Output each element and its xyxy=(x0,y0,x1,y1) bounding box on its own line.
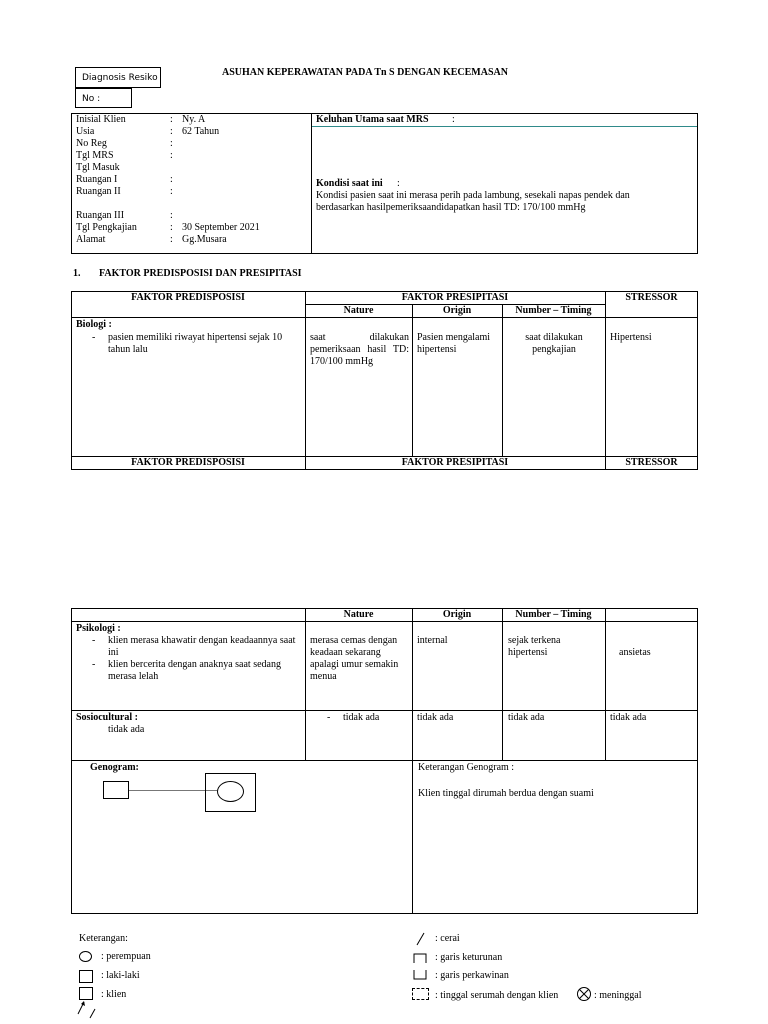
client-info-row xyxy=(76,138,302,150)
client-info-row xyxy=(76,186,302,198)
client-info-value: Gg.Musara xyxy=(182,234,227,245)
female-circle-icon xyxy=(79,951,92,962)
client-info-colon: : xyxy=(170,222,173,233)
legend-laki: : laki-laki xyxy=(101,970,140,981)
t2-psi-stressor: ansietas xyxy=(619,647,651,658)
t1-header-stressor: STRESSOR xyxy=(625,292,678,303)
t2-hline-sosio xyxy=(71,710,698,711)
genogram-label: Genogram: xyxy=(90,762,139,773)
t1-origin: Pasien mengalami hipertensi xyxy=(417,332,491,355)
diagnosis-box xyxy=(75,67,161,88)
document-title: ASUHAN KEPERAWATAN PADA Tn S DENGAN KECEMASAN xyxy=(222,67,508,78)
client-info-label: No Reg xyxy=(76,138,107,149)
t2-sosio-stressor: tidak ada xyxy=(610,712,647,723)
t1-vline-3 xyxy=(502,304,503,456)
legend-serumah: : tinggal serumah dengan klien xyxy=(435,990,559,1001)
kondisi-text: Kondisi pasien saat ini merasa perih pada lambung, sesekali napas pendek dan berdasarkan hasilpemeriksaandidapatkan hasil TD: 170/100 mmHg xyxy=(316,190,630,213)
t2-sosio-timing: tidak ada xyxy=(508,712,545,723)
t1-header-origin: Origin xyxy=(442,305,472,316)
legend-meninggal: : meninggal xyxy=(594,990,642,1001)
client-info-rows xyxy=(76,114,302,246)
client-info-colon: : xyxy=(170,186,173,197)
t1-footer-predisposisi: FAKTOR PREDISPOSISI xyxy=(131,457,245,468)
client-info-value: Ny. A xyxy=(182,114,206,125)
t2-sosio-nature: tidak ada xyxy=(343,712,380,723)
client-info-row xyxy=(76,210,302,222)
t2-sosio-origin: tidak ada xyxy=(417,712,454,723)
client-info-value xyxy=(182,174,302,186)
client-info-colon: : xyxy=(170,126,173,137)
legend-title: Keterangan: xyxy=(79,933,128,944)
biologi-label: Biologi : xyxy=(76,319,112,330)
client-arrow-icon xyxy=(76,1000,100,1020)
t1-header-predisposisi: FAKTOR PREDISPOSISI xyxy=(131,292,245,303)
no-box xyxy=(75,88,132,108)
client-info-value xyxy=(182,150,302,162)
ket-genogram-text: Klien tinggal dirumah berdua dengan suami xyxy=(418,788,594,799)
client-info-colon xyxy=(170,198,182,210)
t2-header-origin: Origin xyxy=(442,609,472,620)
client-square-icon xyxy=(79,987,93,1000)
sosio-text: tidak ada xyxy=(108,724,145,735)
client-info-teal-line xyxy=(312,126,697,127)
genogram-marriage-line xyxy=(129,790,217,791)
client-info-value xyxy=(182,186,302,198)
client-info-colon: : xyxy=(170,138,173,149)
t2-psi-origin: internal xyxy=(417,635,448,646)
t2-psi-nature: merasa cemas dengan keadaan sekarang apalagi umur semakin menua xyxy=(310,635,399,682)
biologi-list xyxy=(87,332,303,356)
client-info-label: Alamat xyxy=(76,234,106,245)
client-info-label: Ruangan III xyxy=(76,210,125,221)
client-info-label: Ruangan I xyxy=(76,174,118,185)
t2-vline-1 xyxy=(305,608,306,760)
t2-vline-4 xyxy=(605,608,606,760)
psikologi-list xyxy=(87,635,303,683)
client-info-value: 30 September 2021 xyxy=(182,222,260,233)
t1-nature: saat dilakukan pemeriksaan hasil TD: 170/100 mmHg xyxy=(310,332,409,367)
section-title: FAKTOR PREDISPOSISI DAN PRESIPITASI xyxy=(99,268,302,279)
psikologi-label: Psikologi : xyxy=(76,623,121,634)
client-info-label: Usia xyxy=(76,126,95,137)
client-info-row xyxy=(76,114,302,126)
client-info-colon: : xyxy=(170,150,173,161)
client-info-value xyxy=(182,138,302,150)
divorce-slash-icon xyxy=(415,932,427,946)
client-info-label: Inisial Klien xyxy=(76,114,126,125)
kondisi-colon: : xyxy=(397,178,400,189)
legend-keturunan: : garis keturunan xyxy=(435,952,503,963)
list-item: - pasien memiliki riwayat hipertensi sejak 10 tahun lalu xyxy=(87,332,303,356)
keluhan-colon: : xyxy=(452,114,455,125)
client-info-label: Tgl Pengkajian xyxy=(76,222,137,233)
client-info-colon: : xyxy=(170,174,173,185)
legend-perempuan: : perempuan xyxy=(101,951,151,962)
client-info-divider xyxy=(311,113,312,254)
diagnosis-label: Diagnosis Resiko xyxy=(82,73,158,83)
client-info-row xyxy=(76,150,302,162)
t1-timing: saat dilakukan pengkajian xyxy=(525,332,583,355)
list-item: - klien merasa khawatir dengan keadaannya saat ini xyxy=(87,635,303,659)
t2-hline-genogram xyxy=(71,760,698,761)
section-number: 1. xyxy=(73,268,81,279)
t1-header-presipitasi: FAKTOR PRESIPITASI xyxy=(401,292,509,303)
client-info-row xyxy=(76,126,302,138)
descent-line-icon xyxy=(413,952,427,964)
t1-header-nature: Nature xyxy=(343,305,374,316)
client-info-colon: : xyxy=(170,210,173,221)
ket-genogram-label: Keterangan Genogram : xyxy=(418,762,515,773)
client-info-colon xyxy=(170,162,182,174)
client-info-value: 62 Tahun xyxy=(182,126,220,137)
client-info-label: Ruangan II xyxy=(76,186,121,197)
client-info-value xyxy=(182,162,302,174)
genogram-male-square xyxy=(103,781,129,799)
client-info-label: Tgl MRS xyxy=(76,150,114,161)
t1-hline-body xyxy=(71,317,698,318)
marriage-line-icon xyxy=(413,969,427,981)
t2-header-nature: Nature xyxy=(343,609,374,620)
deceased-cross-icon xyxy=(576,986,592,1002)
legend-klien: : klien xyxy=(101,989,127,1000)
client-info-table xyxy=(76,114,302,246)
client-info-row xyxy=(76,162,302,174)
client-info-colon: : xyxy=(170,234,173,245)
client-info-value xyxy=(182,210,302,222)
client-info-row xyxy=(76,222,302,234)
client-info-label xyxy=(76,198,170,210)
t1-stressor: Hipertensi xyxy=(610,332,652,343)
genogram-female-circle xyxy=(217,781,244,802)
male-square-icon xyxy=(79,970,93,983)
client-info-row xyxy=(76,174,302,186)
client-info-value xyxy=(182,198,302,210)
t2-hline-header xyxy=(71,621,698,622)
list-item: - klien bercerita dengan anaknya saat sedang merasa lelah xyxy=(87,659,303,683)
client-info-row xyxy=(76,234,302,246)
t1-footer-presipitasi: FAKTOR PRESIPITASI xyxy=(401,457,509,468)
client-info-label: Tgl Masuk xyxy=(76,162,120,173)
household-dashed-icon xyxy=(412,988,429,1000)
t2-header-timing: Number – Timing xyxy=(515,609,592,620)
no-label: No : xyxy=(82,94,101,104)
sosio-label: Sosiocultural : xyxy=(76,712,138,723)
client-info-colon: : xyxy=(170,114,173,125)
t1-footer-stressor: STRESSOR xyxy=(625,457,678,468)
t2-vline-2 xyxy=(412,608,413,914)
legend-perkawinan: : garis perkawinan xyxy=(435,970,509,981)
keluhan-label: Keluhan Utama saat MRS xyxy=(316,114,429,125)
kondisi-label: Kondisi saat ini xyxy=(316,178,383,189)
t1-header-timing: Number – Timing xyxy=(515,305,592,316)
client-info-row xyxy=(76,198,302,210)
t2-psi-timing: sejak terkena hipertensi xyxy=(508,635,561,658)
legend-cerai: : cerai xyxy=(435,933,460,944)
t1-vline-2 xyxy=(412,304,413,456)
t2-vline-3 xyxy=(502,608,503,760)
sosio-nature-dash: - xyxy=(327,712,331,723)
